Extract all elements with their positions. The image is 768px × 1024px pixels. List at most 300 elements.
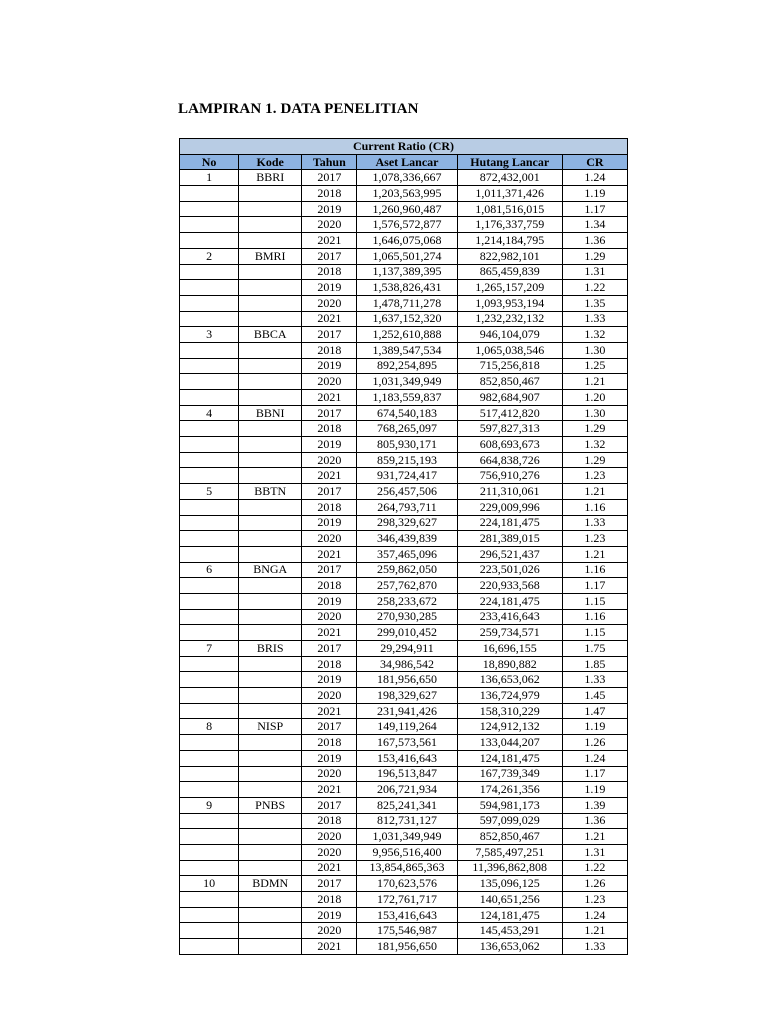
cell-aset-lancar: 931,724,417 <box>357 468 457 484</box>
cell-hutang-lancar: 124,912,132 <box>457 719 562 735</box>
cell-cr: 1.17 <box>562 201 627 217</box>
table-row <box>180 688 628 704</box>
cell-hutang-lancar: 1,093,953,194 <box>457 295 562 311</box>
header-kode: Kode <box>239 154 302 170</box>
table-row <box>180 892 628 908</box>
cell-hutang-lancar: 7,585,497,251 <box>457 844 562 860</box>
cell-tahun: 2018 <box>302 264 357 280</box>
cell-cr: 1.31 <box>562 264 627 280</box>
cell-aset-lancar: 153,416,643 <box>357 907 457 923</box>
cell-tahun: 2021 <box>302 625 357 641</box>
cell-no <box>180 421 239 437</box>
cell-tahun: 2020 <box>302 531 357 547</box>
cell-no <box>180 342 239 358</box>
cell-tahun: 2021 <box>302 311 357 327</box>
cell-kode <box>239 264 302 280</box>
cell-aset-lancar: 859,215,193 <box>357 452 457 468</box>
cell-aset-lancar: 346,439,839 <box>357 531 457 547</box>
cell-tahun: 2019 <box>302 358 357 374</box>
cell-aset-lancar: 1,637,152,320 <box>357 311 457 327</box>
table-row <box>180 531 628 547</box>
table-row <box>180 907 628 923</box>
table-row <box>180 546 628 562</box>
cell-cr: 1.21 <box>562 374 627 390</box>
cell-kode <box>239 892 302 908</box>
cell-kode <box>239 546 302 562</box>
table-row <box>180 703 628 719</box>
cell-aset-lancar: 270,930,285 <box>357 609 457 625</box>
cell-no <box>180 735 239 751</box>
table-row <box>180 766 628 782</box>
cell-cr: 1.33 <box>562 939 627 955</box>
cell-tahun: 2020 <box>302 829 357 845</box>
cell-kode <box>239 939 302 955</box>
cell-hutang-lancar: 229,009,996 <box>457 499 562 515</box>
cell-kode: BRIS <box>239 641 302 657</box>
table-row <box>180 327 628 343</box>
cell-hutang-lancar: 296,521,437 <box>457 546 562 562</box>
cell-no <box>180 311 239 327</box>
cell-tahun: 2018 <box>302 499 357 515</box>
cell-no <box>180 201 239 217</box>
header-cr: CR <box>562 154 627 170</box>
cell-cr: 1.15 <box>562 593 627 609</box>
cell-cr: 1.47 <box>562 703 627 719</box>
table-row <box>180 499 628 515</box>
cell-no <box>180 625 239 641</box>
cell-no <box>180 860 239 876</box>
cell-cr: 1.24 <box>562 750 627 766</box>
cell-cr: 1.36 <box>562 233 627 249</box>
cell-cr: 1.85 <box>562 656 627 672</box>
cell-tahun: 2018 <box>302 421 357 437</box>
cell-kode <box>239 390 302 406</box>
cell-cr: 1.31 <box>562 844 627 860</box>
cell-aset-lancar: 1,031,349,949 <box>357 374 457 390</box>
cell-cr: 1.21 <box>562 484 627 500</box>
cell-aset-lancar: 357,465,096 <box>357 546 457 562</box>
cell-cr: 1.21 <box>562 829 627 845</box>
cell-kode <box>239 782 302 798</box>
cell-kode <box>239 515 302 531</box>
cell-kode <box>239 593 302 609</box>
cell-aset-lancar: 812,731,127 <box>357 813 457 829</box>
cell-tahun: 2019 <box>302 280 357 296</box>
header-no: No <box>180 154 239 170</box>
cell-no <box>180 892 239 908</box>
cell-kode <box>239 186 302 202</box>
cell-hutang-lancar: 664,838,726 <box>457 452 562 468</box>
table-row <box>180 484 628 500</box>
cell-cr: 1.32 <box>562 437 627 453</box>
cell-no: 3 <box>180 327 239 343</box>
cell-hutang-lancar: 136,653,062 <box>457 939 562 955</box>
cell-no: 8 <box>180 719 239 735</box>
cell-kode <box>239 374 302 390</box>
cell-no <box>180 593 239 609</box>
cell-aset-lancar: 175,546,987 <box>357 923 457 939</box>
cell-tahun: 2021 <box>302 390 357 406</box>
cell-no <box>180 452 239 468</box>
cell-tahun: 2017 <box>302 797 357 813</box>
cell-tahun: 2020 <box>302 374 357 390</box>
cell-cr: 1.19 <box>562 782 627 798</box>
table-row <box>180 609 628 625</box>
cell-kode <box>239 578 302 594</box>
cell-hutang-lancar: 135,096,125 <box>457 876 562 892</box>
cell-hutang-lancar: 756,910,276 <box>457 468 562 484</box>
table-row <box>180 342 628 358</box>
cell-cr: 1.16 <box>562 499 627 515</box>
cell-aset-lancar: 149,119,264 <box>357 719 457 735</box>
cell-aset-lancar: 1,576,572,877 <box>357 217 457 233</box>
table-row <box>180 578 628 594</box>
cell-aset-lancar: 1,031,349,949 <box>357 829 457 845</box>
cell-kode <box>239 703 302 719</box>
cell-aset-lancar: 9,956,516,400 <box>357 844 457 860</box>
table-row <box>180 813 628 829</box>
cell-hutang-lancar: 594,981,173 <box>457 797 562 813</box>
cell-no: 10 <box>180 876 239 892</box>
cell-hutang-lancar: 124,181,475 <box>457 907 562 923</box>
table-row <box>180 421 628 437</box>
cell-cr: 1.22 <box>562 860 627 876</box>
cell-kode: BNGA <box>239 562 302 578</box>
cell-kode <box>239 452 302 468</box>
cell-hutang-lancar: 517,412,820 <box>457 405 562 421</box>
cell-kode: BBCA <box>239 327 302 343</box>
cell-hutang-lancar: 167,739,349 <box>457 766 562 782</box>
cell-hutang-lancar: 1,081,516,015 <box>457 201 562 217</box>
cell-kode <box>239 201 302 217</box>
cell-no <box>180 217 239 233</box>
cell-kode <box>239 358 302 374</box>
table-row <box>180 201 628 217</box>
table-row <box>180 750 628 766</box>
cell-cr: 1.21 <box>562 923 627 939</box>
cell-aset-lancar: 1,137,389,395 <box>357 264 457 280</box>
cell-hutang-lancar: 946,104,079 <box>457 327 562 343</box>
cell-aset-lancar: 805,930,171 <box>357 437 457 453</box>
cell-aset-lancar: 298,329,627 <box>357 515 457 531</box>
cell-tahun: 2020 <box>302 452 357 468</box>
cell-kode <box>239 735 302 751</box>
cell-aset-lancar: 1,646,075,068 <box>357 233 457 249</box>
cell-hutang-lancar: 211,310,061 <box>457 484 562 500</box>
cell-no <box>180 907 239 923</box>
cell-hutang-lancar: 224,181,475 <box>457 593 562 609</box>
cell-kode <box>239 672 302 688</box>
cell-hutang-lancar: 11,396,862,808 <box>457 860 562 876</box>
cell-tahun: 2019 <box>302 907 357 923</box>
table-row <box>180 939 628 955</box>
table-row <box>180 248 628 264</box>
cell-kode <box>239 468 302 484</box>
table-row <box>180 515 628 531</box>
table-row <box>180 170 628 186</box>
cell-tahun: 2017 <box>302 562 357 578</box>
cell-hutang-lancar: 982,684,907 <box>457 390 562 406</box>
cell-cr: 1.29 <box>562 248 627 264</box>
cell-aset-lancar: 172,761,717 <box>357 892 457 908</box>
cell-hutang-lancar: 822,982,101 <box>457 248 562 264</box>
cell-tahun: 2021 <box>302 703 357 719</box>
cell-no <box>180 750 239 766</box>
cell-no <box>180 468 239 484</box>
cell-hutang-lancar: 220,933,568 <box>457 578 562 594</box>
cell-tahun: 2021 <box>302 468 357 484</box>
cell-no <box>180 531 239 547</box>
table-title-row <box>180 139 628 155</box>
cell-cr: 1.24 <box>562 907 627 923</box>
cell-kode <box>239 688 302 704</box>
cell-kode <box>239 923 302 939</box>
cell-cr: 1.33 <box>562 672 627 688</box>
cell-aset-lancar: 1,203,563,995 <box>357 186 457 202</box>
cell-tahun: 2018 <box>302 892 357 908</box>
cell-cr: 1.29 <box>562 452 627 468</box>
cell-no <box>180 844 239 860</box>
cell-cr: 1.17 <box>562 766 627 782</box>
cell-cr: 1.34 <box>562 217 627 233</box>
table-row <box>180 844 628 860</box>
cell-aset-lancar: 1,252,610,888 <box>357 327 457 343</box>
cell-tahun: 2017 <box>302 641 357 657</box>
cell-no: 4 <box>180 405 239 421</box>
cell-hutang-lancar: 1,214,184,795 <box>457 233 562 249</box>
cell-tahun: 2018 <box>302 656 357 672</box>
cell-tahun: 2017 <box>302 327 357 343</box>
table-row <box>180 656 628 672</box>
cell-no <box>180 295 239 311</box>
cell-kode: BBNI <box>239 405 302 421</box>
table-row <box>180 374 628 390</box>
cell-no <box>180 437 239 453</box>
cell-tahun: 2020 <box>302 217 357 233</box>
cell-tahun: 2021 <box>302 233 357 249</box>
table-row <box>180 311 628 327</box>
cell-aset-lancar: 29,294,911 <box>357 641 457 657</box>
cell-tahun: 2018 <box>302 813 357 829</box>
table-row <box>180 719 628 735</box>
header-tahun: Tahun <box>302 154 357 170</box>
cell-aset-lancar: 1,538,826,431 <box>357 280 457 296</box>
cell-no <box>180 515 239 531</box>
table-row <box>180 295 628 311</box>
cell-cr: 1.15 <box>562 625 627 641</box>
cell-no: 6 <box>180 562 239 578</box>
table-row <box>180 641 628 657</box>
cell-no <box>180 499 239 515</box>
cell-hutang-lancar: 1,011,371,426 <box>457 186 562 202</box>
cell-cr: 1.24 <box>562 170 627 186</box>
cell-tahun: 2019 <box>302 750 357 766</box>
cell-kode <box>239 421 302 437</box>
table-title: Current Ratio (CR) <box>180 139 628 155</box>
cell-tahun: 2020 <box>302 295 357 311</box>
cell-hutang-lancar: 223,501,026 <box>457 562 562 578</box>
cell-kode <box>239 813 302 829</box>
cell-cr: 1.32 <box>562 327 627 343</box>
table-row <box>180 625 628 641</box>
cell-aset-lancar: 170,623,576 <box>357 876 457 892</box>
cell-no <box>180 186 239 202</box>
table-row <box>180 468 628 484</box>
cell-kode <box>239 531 302 547</box>
cell-no <box>180 688 239 704</box>
cell-aset-lancar: 674,540,183 <box>357 405 457 421</box>
cell-cr: 1.33 <box>562 311 627 327</box>
cell-kode <box>239 437 302 453</box>
cell-tahun: 2021 <box>302 860 357 876</box>
cell-aset-lancar: 1,078,336,667 <box>357 170 457 186</box>
cell-hutang-lancar: 597,099,029 <box>457 813 562 829</box>
table-row <box>180 593 628 609</box>
cell-cr: 1.23 <box>562 468 627 484</box>
cell-kode <box>239 844 302 860</box>
cell-no <box>180 390 239 406</box>
cell-hutang-lancar: 608,693,673 <box>457 437 562 453</box>
cell-cr: 1.16 <box>562 562 627 578</box>
cell-cr: 1.33 <box>562 515 627 531</box>
cell-aset-lancar: 34,986,542 <box>357 656 457 672</box>
cell-cr: 1.75 <box>562 641 627 657</box>
cell-cr: 1.39 <box>562 797 627 813</box>
cell-no <box>180 703 239 719</box>
cell-aset-lancar: 1,478,711,278 <box>357 295 457 311</box>
cell-cr: 1.23 <box>562 531 627 547</box>
table-row <box>180 797 628 813</box>
table-row <box>180 562 628 578</box>
cell-kode <box>239 280 302 296</box>
cell-aset-lancar: 258,233,672 <box>357 593 457 609</box>
cell-hutang-lancar: 872,432,001 <box>457 170 562 186</box>
current-ratio-table <box>179 138 628 955</box>
cell-cr: 1.45 <box>562 688 627 704</box>
cell-no <box>180 264 239 280</box>
cell-cr: 1.23 <box>562 892 627 908</box>
cell-no: 1 <box>180 170 239 186</box>
cell-no <box>180 923 239 939</box>
cell-kode: BBTN <box>239 484 302 500</box>
table-row <box>180 233 628 249</box>
cell-no <box>180 233 239 249</box>
cell-cr: 1.22 <box>562 280 627 296</box>
cell-kode <box>239 342 302 358</box>
cell-hutang-lancar: 281,389,015 <box>457 531 562 547</box>
table-row <box>180 923 628 939</box>
cell-no <box>180 546 239 562</box>
cell-hutang-lancar: 715,256,818 <box>457 358 562 374</box>
cell-hutang-lancar: 1,176,337,759 <box>457 217 562 233</box>
cell-cr: 1.30 <box>562 405 627 421</box>
cell-hutang-lancar: 145,453,291 <box>457 923 562 939</box>
cell-no: 2 <box>180 248 239 264</box>
cell-hutang-lancar: 852,850,467 <box>457 374 562 390</box>
cell-aset-lancar: 768,265,097 <box>357 421 457 437</box>
cell-tahun: 2021 <box>302 546 357 562</box>
cell-tahun: 2020 <box>302 923 357 939</box>
cell-kode <box>239 907 302 923</box>
cell-aset-lancar: 825,241,341 <box>357 797 457 813</box>
table-row <box>180 186 628 202</box>
table-row <box>180 358 628 374</box>
cell-no: 7 <box>180 641 239 657</box>
cell-hutang-lancar: 1,065,038,546 <box>457 342 562 358</box>
cell-cr: 1.17 <box>562 578 627 594</box>
cell-hutang-lancar: 597,827,313 <box>457 421 562 437</box>
cell-kode: BDMN <box>239 876 302 892</box>
cell-tahun: 2018 <box>302 735 357 751</box>
cell-aset-lancar: 257,762,870 <box>357 578 457 594</box>
cell-no <box>180 829 239 845</box>
table-row <box>180 390 628 406</box>
cell-tahun: 2019 <box>302 201 357 217</box>
cell-aset-lancar: 1,389,547,534 <box>357 342 457 358</box>
cell-aset-lancar: 206,721,934 <box>357 782 457 798</box>
cell-kode <box>239 829 302 845</box>
cell-aset-lancar: 1,183,559,837 <box>357 390 457 406</box>
cell-tahun: 2018 <box>302 186 357 202</box>
table-row <box>180 735 628 751</box>
cell-tahun: 2019 <box>302 593 357 609</box>
cell-cr: 1.30 <box>562 342 627 358</box>
cell-no <box>180 782 239 798</box>
cell-hutang-lancar: 136,653,062 <box>457 672 562 688</box>
cell-hutang-lancar: 1,232,232,132 <box>457 311 562 327</box>
cell-tahun: 2017 <box>302 719 357 735</box>
cell-kode: PNBS <box>239 797 302 813</box>
header-aset-lancar: Aset Lancar <box>357 154 457 170</box>
cell-no: 9 <box>180 797 239 813</box>
cell-kode <box>239 217 302 233</box>
cell-cr: 1.25 <box>562 358 627 374</box>
cell-cr: 1.29 <box>562 421 627 437</box>
table-row <box>180 672 628 688</box>
cell-tahun: 2021 <box>302 939 357 955</box>
cell-kode: BBRI <box>239 170 302 186</box>
cell-hutang-lancar: 174,261,356 <box>457 782 562 798</box>
table-header-row <box>180 154 628 170</box>
cell-aset-lancar: 167,573,561 <box>357 735 457 751</box>
cell-no: 5 <box>180 484 239 500</box>
cell-kode: NISP <box>239 719 302 735</box>
cell-kode <box>239 625 302 641</box>
cell-no <box>180 280 239 296</box>
cell-aset-lancar: 13,854,865,363 <box>357 860 457 876</box>
cell-tahun: 2017 <box>302 405 357 421</box>
cell-no <box>180 656 239 672</box>
table-row <box>180 217 628 233</box>
cell-aset-lancar: 231,941,426 <box>357 703 457 719</box>
cell-tahun: 2017 <box>302 876 357 892</box>
table-row <box>180 280 628 296</box>
cell-hutang-lancar: 136,724,979 <box>457 688 562 704</box>
cell-hutang-lancar: 16,696,155 <box>457 641 562 657</box>
cell-aset-lancar: 892,254,895 <box>357 358 457 374</box>
cell-aset-lancar: 181,956,650 <box>357 939 457 955</box>
table-row <box>180 876 628 892</box>
cell-hutang-lancar: 224,181,475 <box>457 515 562 531</box>
cell-hutang-lancar: 852,850,467 <box>457 829 562 845</box>
cell-tahun: 2020 <box>302 844 357 860</box>
cell-no <box>180 609 239 625</box>
cell-cr: 1.26 <box>562 876 627 892</box>
cell-kode <box>239 860 302 876</box>
cell-tahun: 2020 <box>302 609 357 625</box>
cell-aset-lancar: 181,956,650 <box>357 672 457 688</box>
table-body <box>180 170 628 954</box>
